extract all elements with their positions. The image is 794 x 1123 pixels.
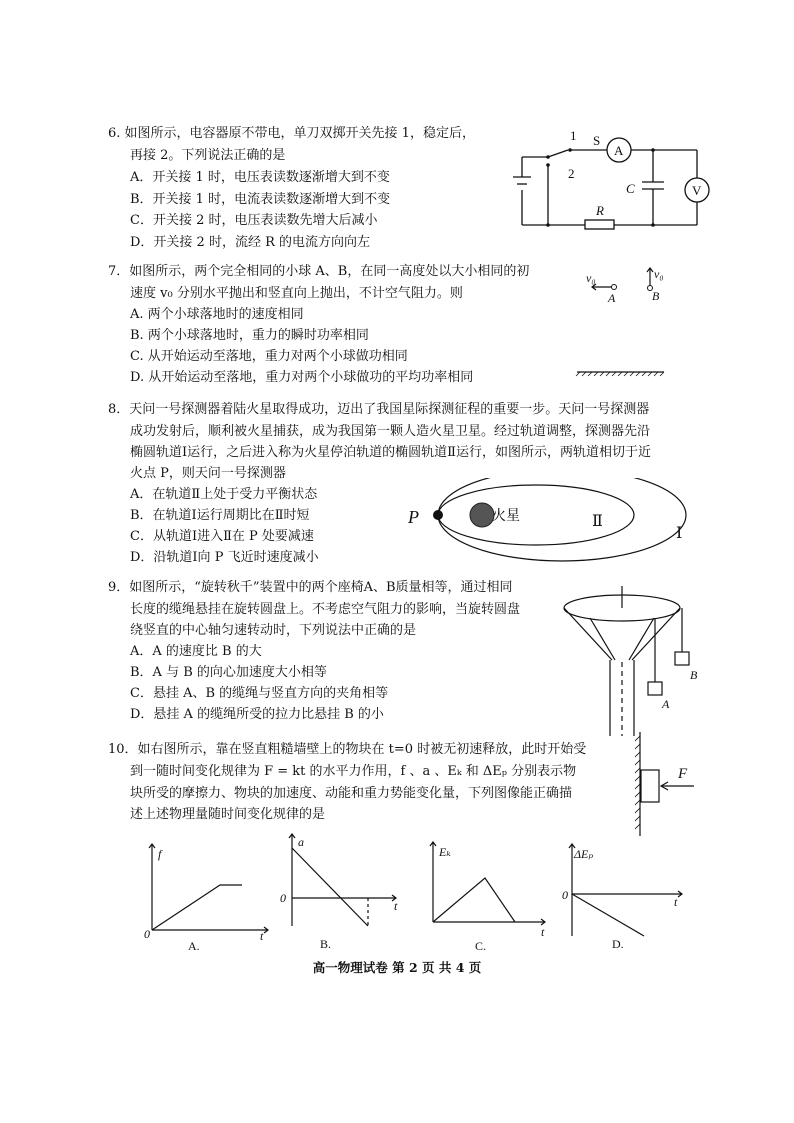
q8-orbit-figure (400, 478, 700, 568)
q7-option-a: A. 两个小球落地时的速度相同 (130, 307, 304, 322)
q10-line-2: 到一随时间变化规律为 F = kt 的水平力作用，f 、a 、Eₖ 和 ΔEₚ 分别表示物 (130, 764, 577, 779)
q7-projectile-figure (572, 262, 672, 382)
graph-d-caption: D. (612, 937, 624, 951)
q9-option-d: D．悬挂 A 的缆绳所受的拉力比悬挂 B 的小 (130, 707, 384, 722)
q6-option-b: B．开关接 1 时，电流表读数逐渐增大到不变 (130, 192, 391, 207)
ball-b-label: B (652, 289, 660, 303)
q7-option-d: D. 从开始运动至落地，重力对两个小球做功的平均功率相同 (130, 370, 474, 385)
graph-d-ylabel: ΔEₚ (574, 847, 594, 861)
graph-b-origin: 0 (280, 891, 286, 905)
q10-line-3: 块所受的摩擦力、物块的加速度、动能和重力势能变化量，下列图像能正确描 (130, 786, 573, 801)
q8-line-3: 椭圆轨道Ⅰ运行，之后进入称为火星停泊轨道的椭圆轨道Ⅱ运行，如图所示，两轨道相切于近 (130, 445, 651, 460)
q9-option-b: B．A 与 B 的向心加速度大小相等 (130, 665, 327, 680)
graph-c-xlabel: t (541, 925, 545, 939)
graph-c-caption: C. (475, 939, 487, 953)
graph-a-curve (152, 885, 242, 930)
mars (470, 503, 494, 527)
q8-option-d: D．沿轨道Ⅰ向 P 飞近时速度减小 (130, 550, 319, 565)
q7-option-b: B. 两个小球落地时，重力的瞬时功率相同 (130, 328, 369, 343)
q8-line-1: 8．天问一号探测器着陆火星取得成功，迈出了我国星际探测征程的重要一步。天问一号探测器 (108, 402, 650, 417)
graph-b (278, 830, 408, 955)
mars-label: 火星 (492, 509, 520, 524)
switch-terminal-2: 2 (568, 166, 575, 181)
q6-line-2: 再接 2。下列说法正确的是 (130, 148, 286, 163)
q9-line-3: 绕竖直的中心轴匀速转动时，下列说法中正确的是 (130, 623, 417, 638)
q8-option-a: A．在轨道Ⅱ上处于受力平衡状态 (130, 487, 318, 502)
q10-line-4: 述上述物理量随时间变化规律的是 (130, 807, 326, 822)
q10-wall-figure (628, 730, 698, 840)
orbit-2 (438, 485, 634, 545)
q9-option-c: C．悬挂 A、B 的缆绳与竖直方向的夹角相等 (130, 686, 389, 701)
q6-option-a: A．开关接 1 时，电压表读数逐渐增大到不变 (130, 170, 390, 185)
orbit-2-label: Ⅱ (592, 513, 603, 530)
q6-option-c: C．开关接 2 时，电压表读数先增大后减小 (130, 213, 378, 228)
q7-option-c: C. 从开始运动至落地，重力对两个小球做功相同 (130, 349, 408, 364)
graph-d (562, 836, 692, 955)
q9-line-1: 9．如图所示，“旋转秋千”装置中的两个座椅A、B质量相等，通过相同 (108, 580, 513, 595)
q9-swing-figure (560, 578, 710, 738)
graph-c-curve (433, 878, 515, 922)
q9-option-a: A．A 的速度比 B 的大 (130, 644, 262, 659)
graph-b-ylabel: a (298, 835, 304, 849)
graph-a-xlabel: t (260, 929, 264, 943)
graph-a-ylabel: f (158, 847, 162, 861)
resistor-label: R (596, 203, 604, 218)
graph-b-curve (292, 848, 368, 926)
q6-line-1: 6. 如图所示，电容器原不带电，单刀双掷开关先接 1，稳定后， (108, 126, 475, 141)
switch-terminal-1: 1 (570, 128, 577, 143)
seat-b-label: B (690, 668, 698, 682)
q6-circuit-figure (510, 122, 710, 232)
q9-line-2: 长度的缆绳悬挂在旋转圆盘上。不考虑空气阻力的影响，当旋转圆盘 (130, 602, 521, 617)
q6-option-d: D．开关接 2 时，流经 R 的电流方向向左 (130, 235, 371, 250)
point-p-label: P (408, 507, 419, 527)
q8-option-b: B．在轨道Ⅰ运行周期比在Ⅱ时短 (130, 508, 310, 523)
q10-line-1: 10．如右图所示，靠在竖直粗糙墙壁上的物块在 t=0 时被无初速释放，此时开始受 (108, 742, 587, 757)
graph-d-curve (572, 894, 644, 936)
graph-c-ylabel: Eₖ (439, 845, 451, 859)
graph-a-caption: A. (188, 939, 200, 953)
graph-a (140, 840, 275, 955)
force-label: F (678, 766, 688, 782)
graph-b-xlabel: t (394, 899, 398, 913)
q8-line-4: 火点 P，则天问一号探测器 (130, 466, 286, 481)
ball-a-label: A (608, 291, 616, 305)
q7-line-2: 速度 v₀ 分别水平抛出和竖直向上抛出，不计空气阻力。则 (130, 286, 463, 301)
page-footer: 高一物理试卷 第 2 页 共 4 页 (312, 960, 482, 975)
seat-a-label: A (662, 697, 670, 711)
capacitor-label: C (626, 181, 635, 196)
ball-b-velocity: v₀ (654, 267, 664, 281)
ammeter-label: A (614, 143, 624, 158)
switch-label: S (593, 133, 601, 148)
voltmeter-label: V (692, 183, 702, 198)
graph-d-xlabel: t (674, 895, 678, 909)
ball-a-velocity: v₀ (586, 271, 596, 285)
q8-option-c: C．从轨道Ⅰ进入Ⅱ在 P 处要减速 (130, 529, 314, 544)
orbit-1-label: Ⅰ (676, 525, 683, 542)
graph-b-caption: B. (320, 937, 332, 951)
q7-line-1: 7．如图所示，两个完全相同的小球 A、B，在同一高度处以大小相同的初 (108, 264, 530, 279)
graph-d-origin: 0 (562, 888, 568, 902)
graph-a-origin: 0 (144, 927, 150, 941)
q8-line-2: 成功发射后，顺利被火星捕获，成为我国第一颗人造火星卫星。经过轨道调整，探测器先沿 (130, 424, 651, 439)
graph-c (425, 838, 555, 955)
perigee-point (433, 510, 443, 520)
